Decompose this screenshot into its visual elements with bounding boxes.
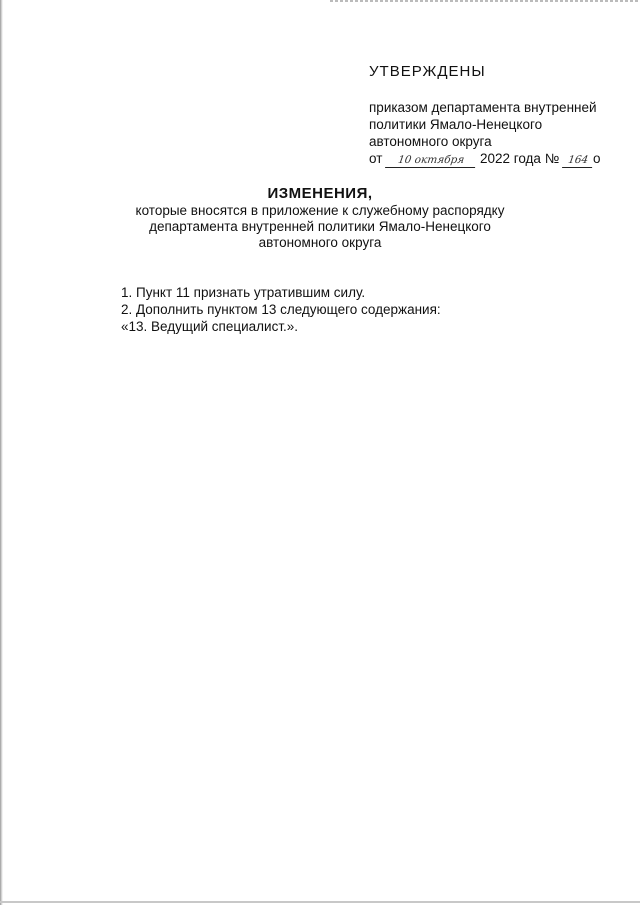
heading-title (100, 186, 540, 202)
approval-line: приказом департамента внутренней (369, 100, 597, 115)
scan-edge-left (0, 0, 3, 905)
list-item: 1. Пункт 11 признать утратившим силу. (121, 285, 366, 300)
date-prefix: от (369, 151, 383, 166)
heading-title-text: ИЗМЕНЕНИЯ (267, 185, 368, 202)
scan-edge-top (330, 0, 640, 2)
approval-line: политики Ямало-Ненецкого (369, 117, 543, 132)
approval-date-line (369, 150, 629, 168)
scan-edge-bottom (0, 901, 640, 903)
changes-list (121, 284, 581, 335)
heading-line: департамента внутренней политики Ямало-Ненецкого (149, 219, 491, 234)
list-item: «13. Ведущий специалист.». (121, 319, 299, 334)
heading-line: автономного округа (258, 235, 382, 250)
heading-title-suffix: , (367, 185, 373, 202)
approval-line: автономного округа (369, 134, 492, 149)
heading-line: которые вносятся в приложение к служебному распорядку (135, 203, 505, 218)
handwritten-number: 164 (562, 154, 594, 168)
list-item: 2. Дополнить пунктом 13 следующего содержания: (121, 302, 441, 317)
handwritten-date: 10 октября (385, 154, 477, 168)
approval-title: УТВЕРЖДЕНЫ (369, 63, 486, 80)
date-year: 2022 года № (479, 151, 560, 166)
approval-block (369, 63, 629, 168)
document-heading (100, 186, 540, 251)
number-suffix: о (592, 151, 601, 166)
